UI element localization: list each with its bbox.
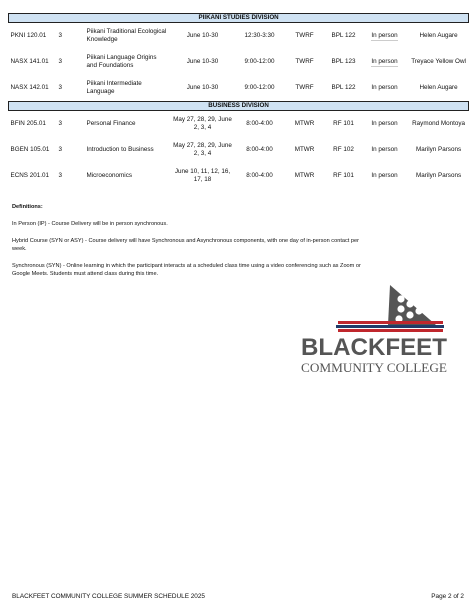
course-credits: 3 xyxy=(58,172,63,179)
table-row xyxy=(9,163,469,189)
course-code: BGEN 105.01 xyxy=(10,146,50,153)
table-row xyxy=(9,49,469,75)
course-days: TWRF xyxy=(295,84,314,91)
table-row xyxy=(9,137,469,163)
course-days: TWRF xyxy=(295,32,314,39)
course-mode: In person xyxy=(371,146,398,153)
logo-stripe-navy xyxy=(336,325,444,328)
division-header-business xyxy=(9,102,469,111)
course-dates: May 27, 28, 29, June 2, 3, 4 xyxy=(173,116,232,131)
course-credits: 3 xyxy=(58,58,63,65)
course-days: MTWR xyxy=(294,172,315,179)
definitions-section xyxy=(12,204,372,288)
course-room: RF 101 xyxy=(333,172,354,179)
course-dates: June 10-30 xyxy=(186,58,219,65)
logo-dot xyxy=(397,295,404,302)
course-title: Piikani Intermediate Language xyxy=(86,80,142,95)
logo-mark xyxy=(336,285,444,332)
course-room: BPL 123 xyxy=(331,58,356,65)
course-time: 12:30-3:30 xyxy=(244,32,275,39)
course-code: ECNS 201.01 xyxy=(10,172,50,179)
definitions-title: Definitions: xyxy=(12,204,43,210)
course-mode xyxy=(361,49,409,75)
course-code: NASX 142.01 xyxy=(10,84,49,91)
course-instructor: Marilyn Parsons xyxy=(415,146,462,153)
course-mode: In person xyxy=(371,84,398,91)
course-code: BFIN 205.01 xyxy=(10,120,46,127)
course-title: Microeconomics xyxy=(86,172,132,179)
logo-text-community-college: COMMUNITY COLLEGE xyxy=(301,361,448,375)
course-mode-text: In person xyxy=(371,31,398,39)
course-title: Personal Finance xyxy=(86,120,136,127)
course-room: BPL 122 xyxy=(331,32,356,39)
course-dates: June 10, 11, 12, 16, 17, 18 xyxy=(174,168,231,183)
logo-dot xyxy=(406,311,413,318)
course-title: Piikani Language Origins and Foundations xyxy=(86,54,157,69)
course-time: 8:00-4:00 xyxy=(246,172,273,179)
course-time: 8:00-4:00 xyxy=(246,146,273,153)
course-title: Piikani Traditional Ecological Knowledge xyxy=(86,28,167,43)
course-mode-text: In person xyxy=(371,57,398,65)
course-room: RF 101 xyxy=(333,120,354,127)
course-dates: May 27, 28, 29, June 2, 3, 4 xyxy=(173,142,232,157)
course-dates: June 10-30 xyxy=(186,32,219,39)
course-instructor: Marilyn Parsons xyxy=(415,172,462,179)
course-mode: In person xyxy=(371,172,398,179)
course-instructor: Raymond Montoya xyxy=(412,120,465,127)
logo-dot xyxy=(397,305,404,312)
course-schedule-table xyxy=(8,13,469,189)
course-title: Introduction to Business xyxy=(86,146,154,153)
course-instructor: Treyace Yellow Owl xyxy=(411,58,466,65)
division-header-piikani xyxy=(9,14,469,23)
course-credits: 3 xyxy=(58,120,63,127)
logo-text-blackfeet: BLACKFEET xyxy=(301,334,448,361)
course-credits: 3 xyxy=(58,32,63,39)
course-mode xyxy=(361,23,409,50)
course-time: 8:00-4:00 xyxy=(246,120,273,127)
table-row xyxy=(9,75,469,102)
logo-stripe-red xyxy=(338,321,443,324)
course-room: BPL 122 xyxy=(331,84,356,91)
college-logo xyxy=(298,283,448,383)
page-number: Page 2 of 2 xyxy=(431,593,464,600)
definition-hybrid: Hybrid Course (SYN or ASY) - Course delivery will have Synchronous and Asynchronous components, with one day of in-person contact per week. xyxy=(12,238,359,252)
course-code: NASX 141.01 xyxy=(10,58,49,65)
course-credits: 3 xyxy=(58,146,63,153)
course-instructor: Helen Augare xyxy=(419,32,458,39)
course-code: PKNI 120.01 xyxy=(10,32,47,39)
course-days: TWRF xyxy=(295,58,314,65)
course-dates: June 10-30 xyxy=(186,84,219,91)
logo-dot xyxy=(406,300,413,307)
course-days: MTWR xyxy=(294,146,315,153)
course-instructor: Helen Augare xyxy=(419,84,458,91)
footer-title: BLACKFEET COMMUNITY COLLEGE SUMMER SCHEDULE 2025 xyxy=(12,593,205,600)
definition-in-person: In Person (IP) - Course Delivery will be in person synchronous. xyxy=(12,220,168,227)
course-mode: In person xyxy=(371,120,398,127)
course-time: 9:00-12:00 xyxy=(244,58,275,65)
table-row xyxy=(9,23,469,50)
division-name: BUSINESS DIVISION xyxy=(9,102,469,111)
definition-synchronous: Synchronous (SYN) - Online learning in which the participant interacts at a scheduled class time using a video conferencing such as Zoom or Google Meets. Students must attend class during this time. xyxy=(12,263,361,277)
table-row xyxy=(9,111,469,138)
logo-dot xyxy=(415,307,422,314)
division-name: PIIKANI STUDIES DIVISION xyxy=(9,14,469,23)
course-time: 9:00-12:00 xyxy=(244,84,275,91)
logo-stripe-red xyxy=(338,329,443,332)
course-days: MTWR xyxy=(294,120,315,127)
course-room: RF 102 xyxy=(333,146,354,153)
course-credits: 3 xyxy=(58,84,63,91)
